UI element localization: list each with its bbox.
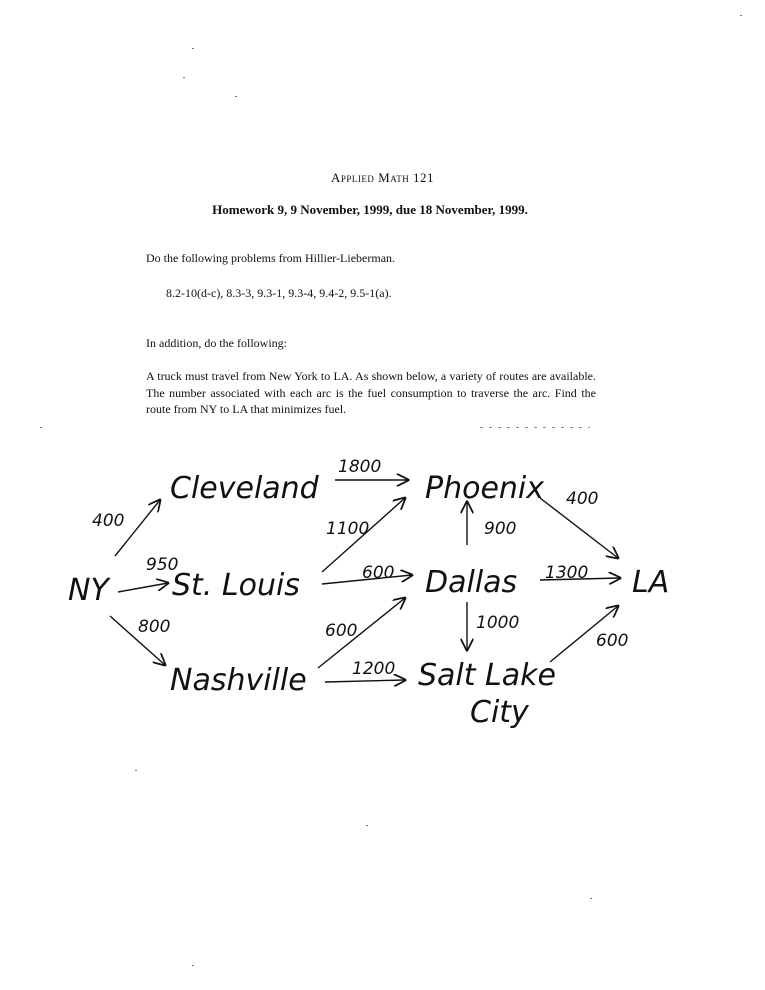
scan-speck: [590, 898, 592, 899]
node-salt-lake-city: City: [470, 695, 529, 730]
weight-ny-cleveland: 400: [92, 511, 125, 531]
weight-dallas-phoenix: 900: [484, 519, 517, 539]
weight-cleveland-phoenix: 1800: [338, 457, 382, 477]
node-salt-lake: Salt Lake: [418, 658, 556, 693]
weight-saltlake-la: 600: [596, 631, 629, 651]
scan-speck: [366, 825, 368, 826]
arrow-nashville-saltlake: [325, 680, 405, 682]
arrow-ny-stlouis: [118, 583, 168, 592]
problem-statement: A truck must travel from New York to LA. As shown below, a variety of routes are available. The number associated with each arc is the fuel consumption to traverse the arc. Find the route from NY to LA that minimizes fuel.: [146, 369, 596, 416]
scan-speck: [192, 965, 194, 966]
node-ny: NY: [68, 573, 109, 608]
weight-nashville-dallas: 600: [325, 621, 358, 641]
node-dallas: Dallas: [425, 565, 518, 600]
weight-ny-stlouis: 950: [146, 555, 179, 575]
weight-ny-nashville: 800: [138, 617, 171, 637]
addition-paragraph: In addition, do the following:: [146, 336, 287, 350]
weight-nashville-saltlake: 1200: [352, 659, 396, 679]
route-network-diagram: [0, 440, 765, 760]
weight-dallas-saltlake: 1000: [476, 613, 520, 633]
node-st-louis: St. Louis: [172, 568, 300, 603]
weight-stlouis-dallas: 600: [362, 563, 395, 583]
problem-list: 8.2-10(d-c), 8.3-3, 9.3-1, 9.3-4, 9.4-2, 9.5-1(a).: [166, 286, 392, 300]
scan-speck: [235, 96, 237, 97]
page-title: Applied Math 121: [331, 170, 434, 185]
scan-speck: [135, 770, 137, 771]
intro-paragraph: Do the following problems from Hillier-Lieberman.: [146, 251, 396, 265]
scan-speck: [480, 427, 590, 428]
weight-dallas-la: 1300: [545, 563, 589, 583]
node-phoenix: Phoenix: [425, 471, 545, 506]
weight-stlouis-phoenix: 1100: [326, 519, 370, 539]
node-la: LA: [632, 565, 670, 600]
weight-phoenix-la: 400: [566, 489, 599, 509]
scan-speck: [183, 77, 185, 78]
node-nashville: Nashville: [170, 663, 307, 698]
homework-subtitle: Homework 9, 9 November, 1999, due 18 November, 1999.: [212, 202, 528, 217]
node-cleveland: Cleveland: [170, 471, 319, 506]
scan-speck: [192, 48, 194, 49]
scan-speck: [740, 15, 742, 16]
scan-speck: [40, 427, 42, 428]
